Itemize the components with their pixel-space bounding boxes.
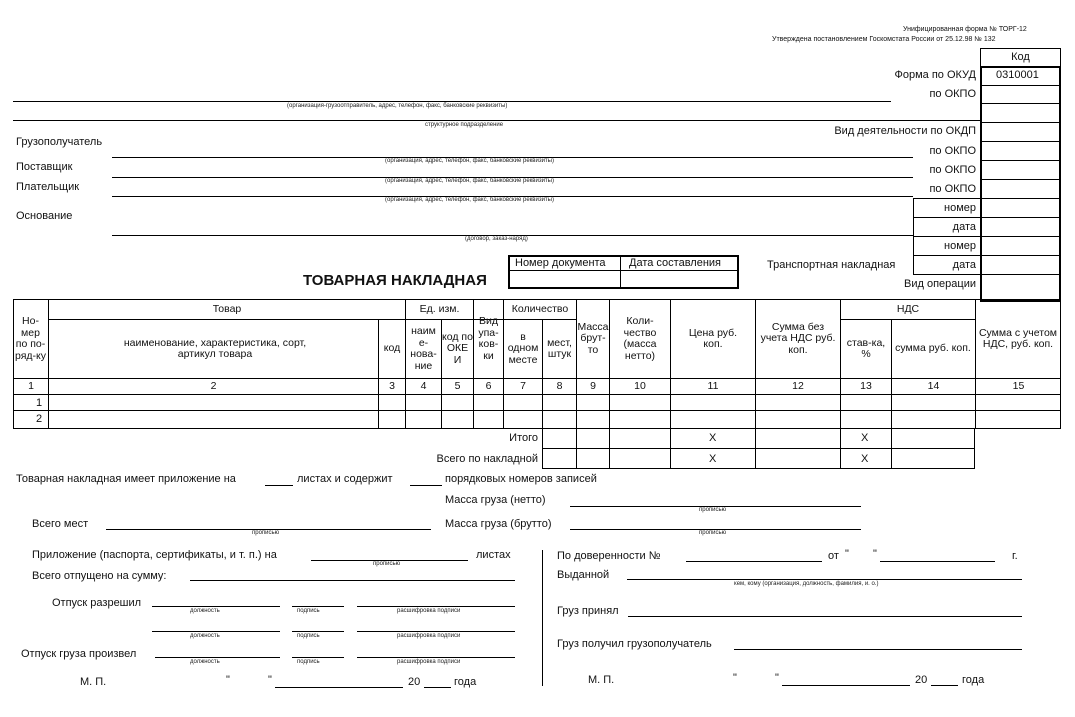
- okpo-label-2: по ОКПО: [929, 145, 976, 157]
- signature-hint: подпись: [297, 633, 320, 639]
- number-label-2: номер: [944, 240, 976, 252]
- col-price-header: Цена руб. коп.: [688, 326, 738, 350]
- quote-mark: ": [845, 548, 849, 560]
- col-number: 6: [485, 380, 492, 392]
- sheets-contains-label: листах и содержит: [297, 473, 393, 485]
- col-number: 2: [210, 380, 217, 392]
- col-number: 8: [556, 380, 563, 392]
- issued-label: Выданной: [557, 569, 610, 581]
- x-mark: X: [861, 453, 869, 465]
- year-prefix: 20: [408, 676, 421, 688]
- from-label: от: [828, 550, 839, 562]
- col-number: 4: [420, 380, 427, 392]
- approval-text: Утверждена постановлением Госкомстата России от 25.12.98 № 132: [772, 36, 996, 43]
- number-label-1: номер: [944, 202, 976, 214]
- x-mark: X: [709, 432, 717, 444]
- col-number: 14: [927, 380, 940, 392]
- col-sum-vat-header: Сумма с учетом НДС, руб. коп.: [978, 326, 1058, 350]
- in-words-hint: прописью: [699, 507, 727, 513]
- code-column: [980, 66, 1061, 302]
- payer-label: Плательщик: [16, 181, 80, 193]
- col-number: 10: [634, 380, 646, 392]
- position-hint: должность: [190, 633, 220, 639]
- quote-mark: ": [873, 548, 877, 560]
- quote-mark: ": [733, 672, 737, 684]
- release-allowed-label: Отпуск разрешил: [52, 597, 142, 609]
- quote-mark: ": [268, 674, 272, 686]
- col-pack-header: Вид упа-ков-ки: [478, 315, 499, 362]
- issued-hint: кем, кому (организация, должность, фамилия, и. о.): [734, 581, 879, 587]
- col-unit-header: Ед. изм.: [419, 303, 460, 315]
- okud-label: Форма по ОКУД: [894, 69, 976, 81]
- col-gross-header: Масса брут-то: [577, 320, 609, 356]
- basis-label: Основание: [16, 210, 73, 222]
- okpo-label-1: по ОКПО: [929, 88, 976, 100]
- quote-mark: ": [226, 674, 230, 686]
- col-vat-header: НДС: [896, 303, 920, 315]
- supplier-label: Поставщик: [16, 161, 73, 173]
- cargo-accepted-label: Груз принял: [557, 605, 619, 617]
- col-num-header: Но-мер по по-ряд-ку: [15, 315, 46, 362]
- org-hint-2: (организация, адрес, телефон, факс, банковские реквизиты): [385, 178, 554, 184]
- okdp-label: Вид деятельности по ОКДП: [834, 125, 976, 137]
- doc-date-label: Дата составления: [629, 257, 721, 269]
- col-qty-header: Количество: [511, 303, 569, 315]
- basis-hint: (договор, заказ-наряд): [465, 236, 528, 242]
- doc-number-label: Номер документа: [515, 257, 606, 269]
- col-number: 1: [28, 380, 34, 392]
- col-number: 7: [520, 380, 526, 392]
- col-number: 15: [1012, 380, 1025, 392]
- release-done-label: Отпуск груза произвел: [21, 648, 137, 660]
- sheets-label: листах: [476, 549, 511, 561]
- year-prefix: 20: [915, 674, 928, 686]
- in-words-hint: прописью: [252, 530, 280, 536]
- col-vat-sum-header: сумма руб. коп.: [895, 342, 971, 355]
- col-net-header: Коли-чество (масса нетто): [623, 315, 657, 362]
- code-header-cell: Код: [980, 48, 1061, 67]
- total-label: Итого: [509, 432, 538, 444]
- shipper-hint: (организация-грузоотправитель, адрес, телефон, факс, банковские реквизиты): [287, 103, 508, 109]
- org-hint-3: (организация, адрес, телефон, факс, банковские реквизиты): [385, 197, 554, 203]
- date-label-1: дата: [952, 221, 976, 233]
- col-qty-one-header: в одном месте: [507, 330, 539, 366]
- col-vat-rate-header: став-ка, %: [846, 336, 886, 360]
- okud-value: 0310001: [996, 69, 1039, 81]
- year-short-label: г.: [1012, 550, 1018, 562]
- quote-mark: ": [775, 672, 779, 684]
- col-unit-okei-header: код по ОКЕ И: [442, 330, 473, 366]
- signature-hint: подпись: [297, 659, 320, 665]
- stamp-left: М. П.: [80, 676, 107, 688]
- released-sum-label: Всего отпущено на сумму:: [32, 570, 167, 582]
- col-number: 11: [707, 380, 719, 392]
- org-hint-1: (организация, адрес, телефон, факс, банковские реквизиты): [385, 158, 554, 164]
- form-name: Унифицированная форма № ТОРГ-12: [903, 26, 1027, 33]
- col-unit-name-header: наим е-нова-ние: [410, 325, 437, 372]
- signature-hint: подпись: [297, 608, 320, 614]
- table-row: 2: [36, 413, 43, 425]
- col-code-header: код: [383, 342, 401, 355]
- attachment-label: Товарная накладная имеет приложение на: [16, 473, 236, 485]
- appendix-label: Приложение (паспорта, сертификаты, и т. п.) на: [32, 549, 277, 561]
- net-mass-label: Масса груза (нетто): [445, 494, 546, 506]
- in-words-hint: прописью: [373, 561, 401, 567]
- position-hint: должность: [190, 608, 220, 614]
- proxy-label: По доверенности №: [557, 550, 661, 562]
- col-number: 3: [389, 380, 395, 392]
- col-number: 12: [792, 380, 804, 392]
- position-hint: должность: [190, 659, 220, 665]
- stamp-right: М. П.: [588, 674, 615, 686]
- decoding-hint: расшифровка подписи: [397, 659, 461, 665]
- document-title: ТОВАРНАЯ НАКЛАДНАЯ: [303, 272, 487, 289]
- cargo-received-label: Груз получил грузополучатель: [557, 638, 712, 650]
- col-qty-places-header: мест, штук: [547, 336, 572, 360]
- col-number: 9: [590, 380, 596, 392]
- grand-total-label: Всего по накладной: [436, 453, 538, 465]
- transport-label: Транспортная накладная: [767, 259, 896, 271]
- x-mark: X: [861, 432, 869, 444]
- year-label: года: [962, 674, 985, 686]
- col-sum-no-vat-header: Сумма без учета НДС руб. коп.: [760, 320, 836, 356]
- in-words-hint: прописью: [699, 530, 727, 536]
- okpo-label-3: по ОКПО: [929, 164, 976, 176]
- table-row: 1: [36, 397, 43, 409]
- col-number: 5: [454, 380, 461, 392]
- col-goods-header: Товар: [212, 303, 242, 315]
- decoding-hint: расшифровка подписи: [397, 608, 461, 614]
- x-mark: X: [709, 453, 717, 465]
- gross-mass-label: Масса груза (брутто): [445, 518, 552, 530]
- division-hint: структурное подразделение: [425, 122, 504, 128]
- consignee-label: Грузополучатель: [16, 136, 103, 148]
- year-label: года: [454, 676, 477, 688]
- okpo-label-4: по ОКПО: [929, 183, 976, 195]
- operation-label: Вид операции: [904, 278, 976, 290]
- date-label-2: дата: [952, 259, 976, 271]
- records-label: порядковых номеров записей: [445, 473, 597, 485]
- col-number: 13: [860, 380, 872, 392]
- col-goods-name-header: наименование, характеристика, сорт, артикул товара: [123, 336, 307, 360]
- decoding-hint: расшифровка подписи: [397, 633, 461, 639]
- total-places-label: Всего мест: [32, 518, 89, 530]
